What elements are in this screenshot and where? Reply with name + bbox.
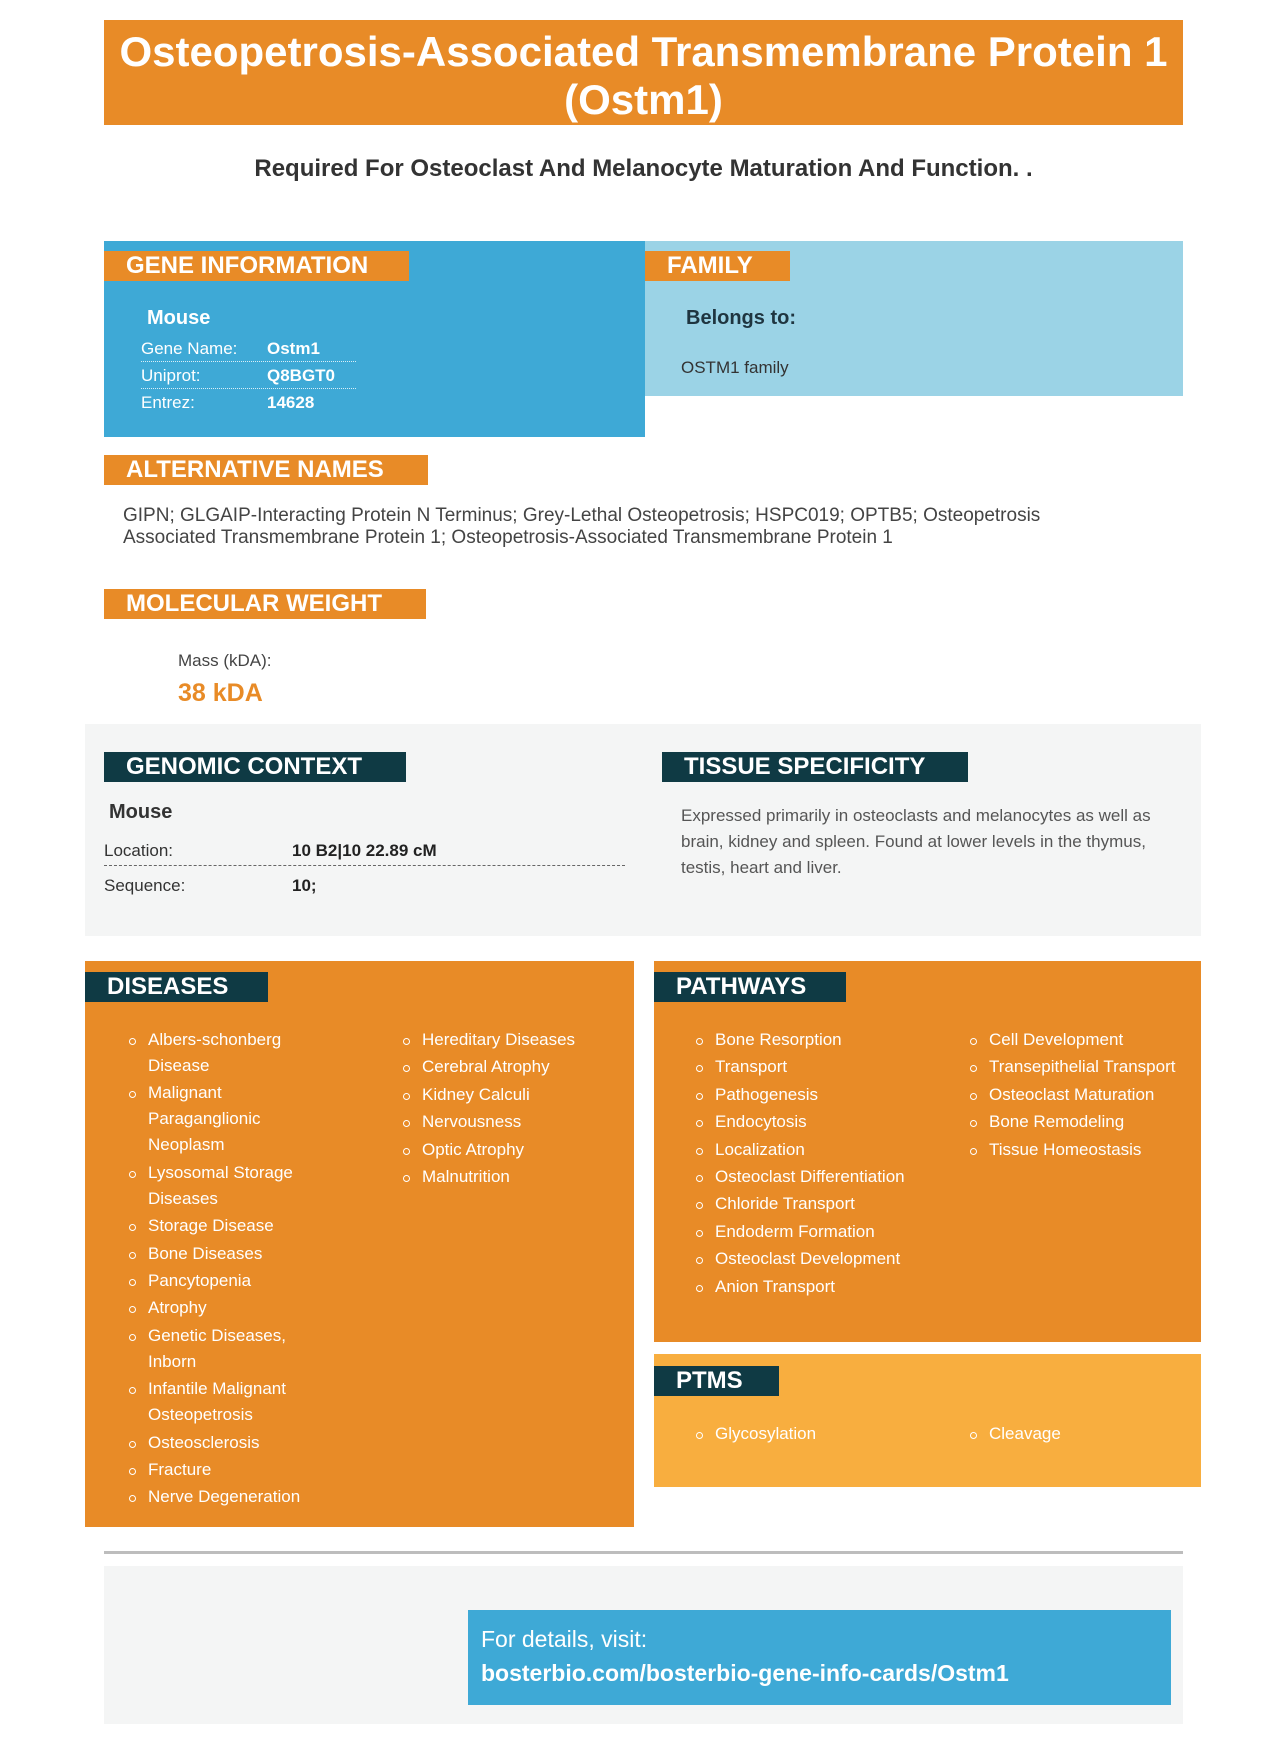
list-item: Chloride Transport <box>695 1191 935 1217</box>
location-label: Location: <box>104 841 173 860</box>
details-url-link[interactable]: bosterbio.com/bosterbio-gene-info-cards/Ostm1 <box>481 1660 1009 1686</box>
list-item: Nerve Degeneration <box>128 1484 328 1510</box>
ptms-heading: PTMS <box>654 1366 779 1396</box>
gene-species: Mouse <box>147 307 211 329</box>
details-link-box[interactable] <box>468 1610 1171 1705</box>
diseases-heading: DISEASES <box>85 972 268 1002</box>
genomic-row-location <box>104 836 625 866</box>
pathways-list-col1 <box>695 1027 935 1301</box>
list-item: Kidney Calculi <box>402 1082 622 1108</box>
list-item: Endocytosis <box>695 1109 935 1135</box>
location-value: 10 B2|10 22.89 cM <box>292 841 437 860</box>
tissue-specificity-text: Expressed primarily in osteoclasts and melanocytes as well as brain, kidney and spleen. Found at lower levels in the thymus, testis, heart and liver. <box>681 806 1151 877</box>
mass-value: 38 kDA <box>178 679 263 707</box>
sequence-label: Sequence: <box>104 876 186 895</box>
list-item: Osteoclast Maturation <box>969 1082 1194 1108</box>
uniprot-label: Uniprot: <box>141 366 201 385</box>
diseases-list-col1 <box>128 1027 328 1512</box>
list-item: Glycosylation <box>695 1421 935 1447</box>
list-item: Transepithelial Transport <box>969 1054 1194 1080</box>
genomic-species: Mouse <box>109 801 173 823</box>
gene-row-name <box>141 335 356 362</box>
list-item: Endoderm Formation <box>695 1219 935 1245</box>
ptms-list-col1 <box>695 1421 935 1448</box>
sequence-value: 10; <box>292 876 317 895</box>
mass-label: Mass (kDA): <box>178 651 272 670</box>
footer-divider <box>104 1551 1183 1554</box>
list-item: Cerebral Atrophy <box>402 1054 622 1080</box>
list-item: Localization <box>695 1137 935 1163</box>
list-item: Nervousness <box>402 1109 622 1135</box>
genomic-context-heading: GENOMIC CONTEXT <box>104 752 406 782</box>
gene-name-value: Ostm1 <box>267 339 320 358</box>
entrez-value: 14628 <box>267 393 315 412</box>
pathways-list-col2 <box>969 1027 1194 1164</box>
alternative-names-text: GIPN; GLGAIP-Interacting Protein N Terminus; Grey-Lethal Osteopetrosis; HSPC019; OPTB5; Osteopetrosis Associated Transmembrane Protein 1; Osteopetrosis-Associated Transmembrane Protein 1 <box>123 505 1041 548</box>
ptms-list-col2 <box>969 1421 1169 1448</box>
gene-name-label: Gene Name: <box>141 339 238 358</box>
entrez-label: Entrez: <box>141 393 195 412</box>
molecular-weight-heading: MOLECULAR WEIGHT <box>104 589 426 619</box>
details-label: For details, visit: <box>481 1626 648 1652</box>
list-item: Anion Transport <box>695 1274 935 1300</box>
list-item: Bone Diseases <box>128 1241 328 1267</box>
list-item: Pathogenesis <box>695 1082 935 1108</box>
genomic-row-sequence <box>104 871 625 901</box>
list-item: Atrophy <box>128 1295 328 1321</box>
list-item: Optic Atrophy <box>402 1137 622 1163</box>
uniprot-value: Q8BGT0 <box>267 366 336 385</box>
list-item: Malignant Paraganglionic Neoplasm <box>128 1080 328 1158</box>
list-item: Fracture <box>128 1457 328 1483</box>
list-item: Genetic Diseases, Inborn <box>128 1323 328 1375</box>
list-item: Osteosclerosis <box>128 1430 328 1456</box>
list-item: Transport <box>695 1054 935 1080</box>
gene-row-uniprot <box>141 362 356 389</box>
list-item: Storage Disease <box>128 1213 328 1239</box>
list-item: Cleavage <box>969 1421 1169 1447</box>
list-item: Albers-schonberg Disease <box>128 1027 328 1079</box>
page-subtitle: Required For Osteoclast And Melanocyte Maturation And Function. . <box>254 155 1033 182</box>
list-item: Bone Resorption <box>695 1027 935 1053</box>
pathways-heading: PATHWAYS <box>654 972 846 1002</box>
list-item: Tissue Homeostasis <box>969 1137 1194 1163</box>
list-item: Osteoclast Differentiation <box>695 1164 935 1190</box>
list-item: Infantile Malignant Osteopetrosis <box>128 1376 328 1428</box>
alternative-names-heading: ALTERNATIVE NAMES <box>104 455 428 485</box>
family-heading: FAMILY <box>645 251 790 281</box>
list-item: Osteoclast Development <box>695 1246 935 1272</box>
gene-row-entrez <box>141 389 356 416</box>
page-title: Osteopetrosis-Associated Transmembrane Protein 1 (Ostm1) <box>104 20 1183 125</box>
list-item: Cell Development <box>969 1027 1194 1053</box>
tissue-specificity-heading: TISSUE SPECIFICITY <box>662 752 968 782</box>
list-item: Pancytopenia <box>128 1268 328 1294</box>
diseases-list-col2 <box>402 1027 622 1191</box>
list-item: Lysosomal Storage Diseases <box>128 1160 328 1212</box>
belongs-to-label: Belongs to: <box>686 307 796 329</box>
gene-information-heading: GENE INFORMATION <box>104 251 409 281</box>
list-item: Malnutrition <box>402 1164 622 1190</box>
list-item: Bone Remodeling <box>969 1109 1194 1135</box>
list-item: Hereditary Diseases <box>402 1027 622 1053</box>
family-name: OSTM1 family <box>681 358 789 377</box>
